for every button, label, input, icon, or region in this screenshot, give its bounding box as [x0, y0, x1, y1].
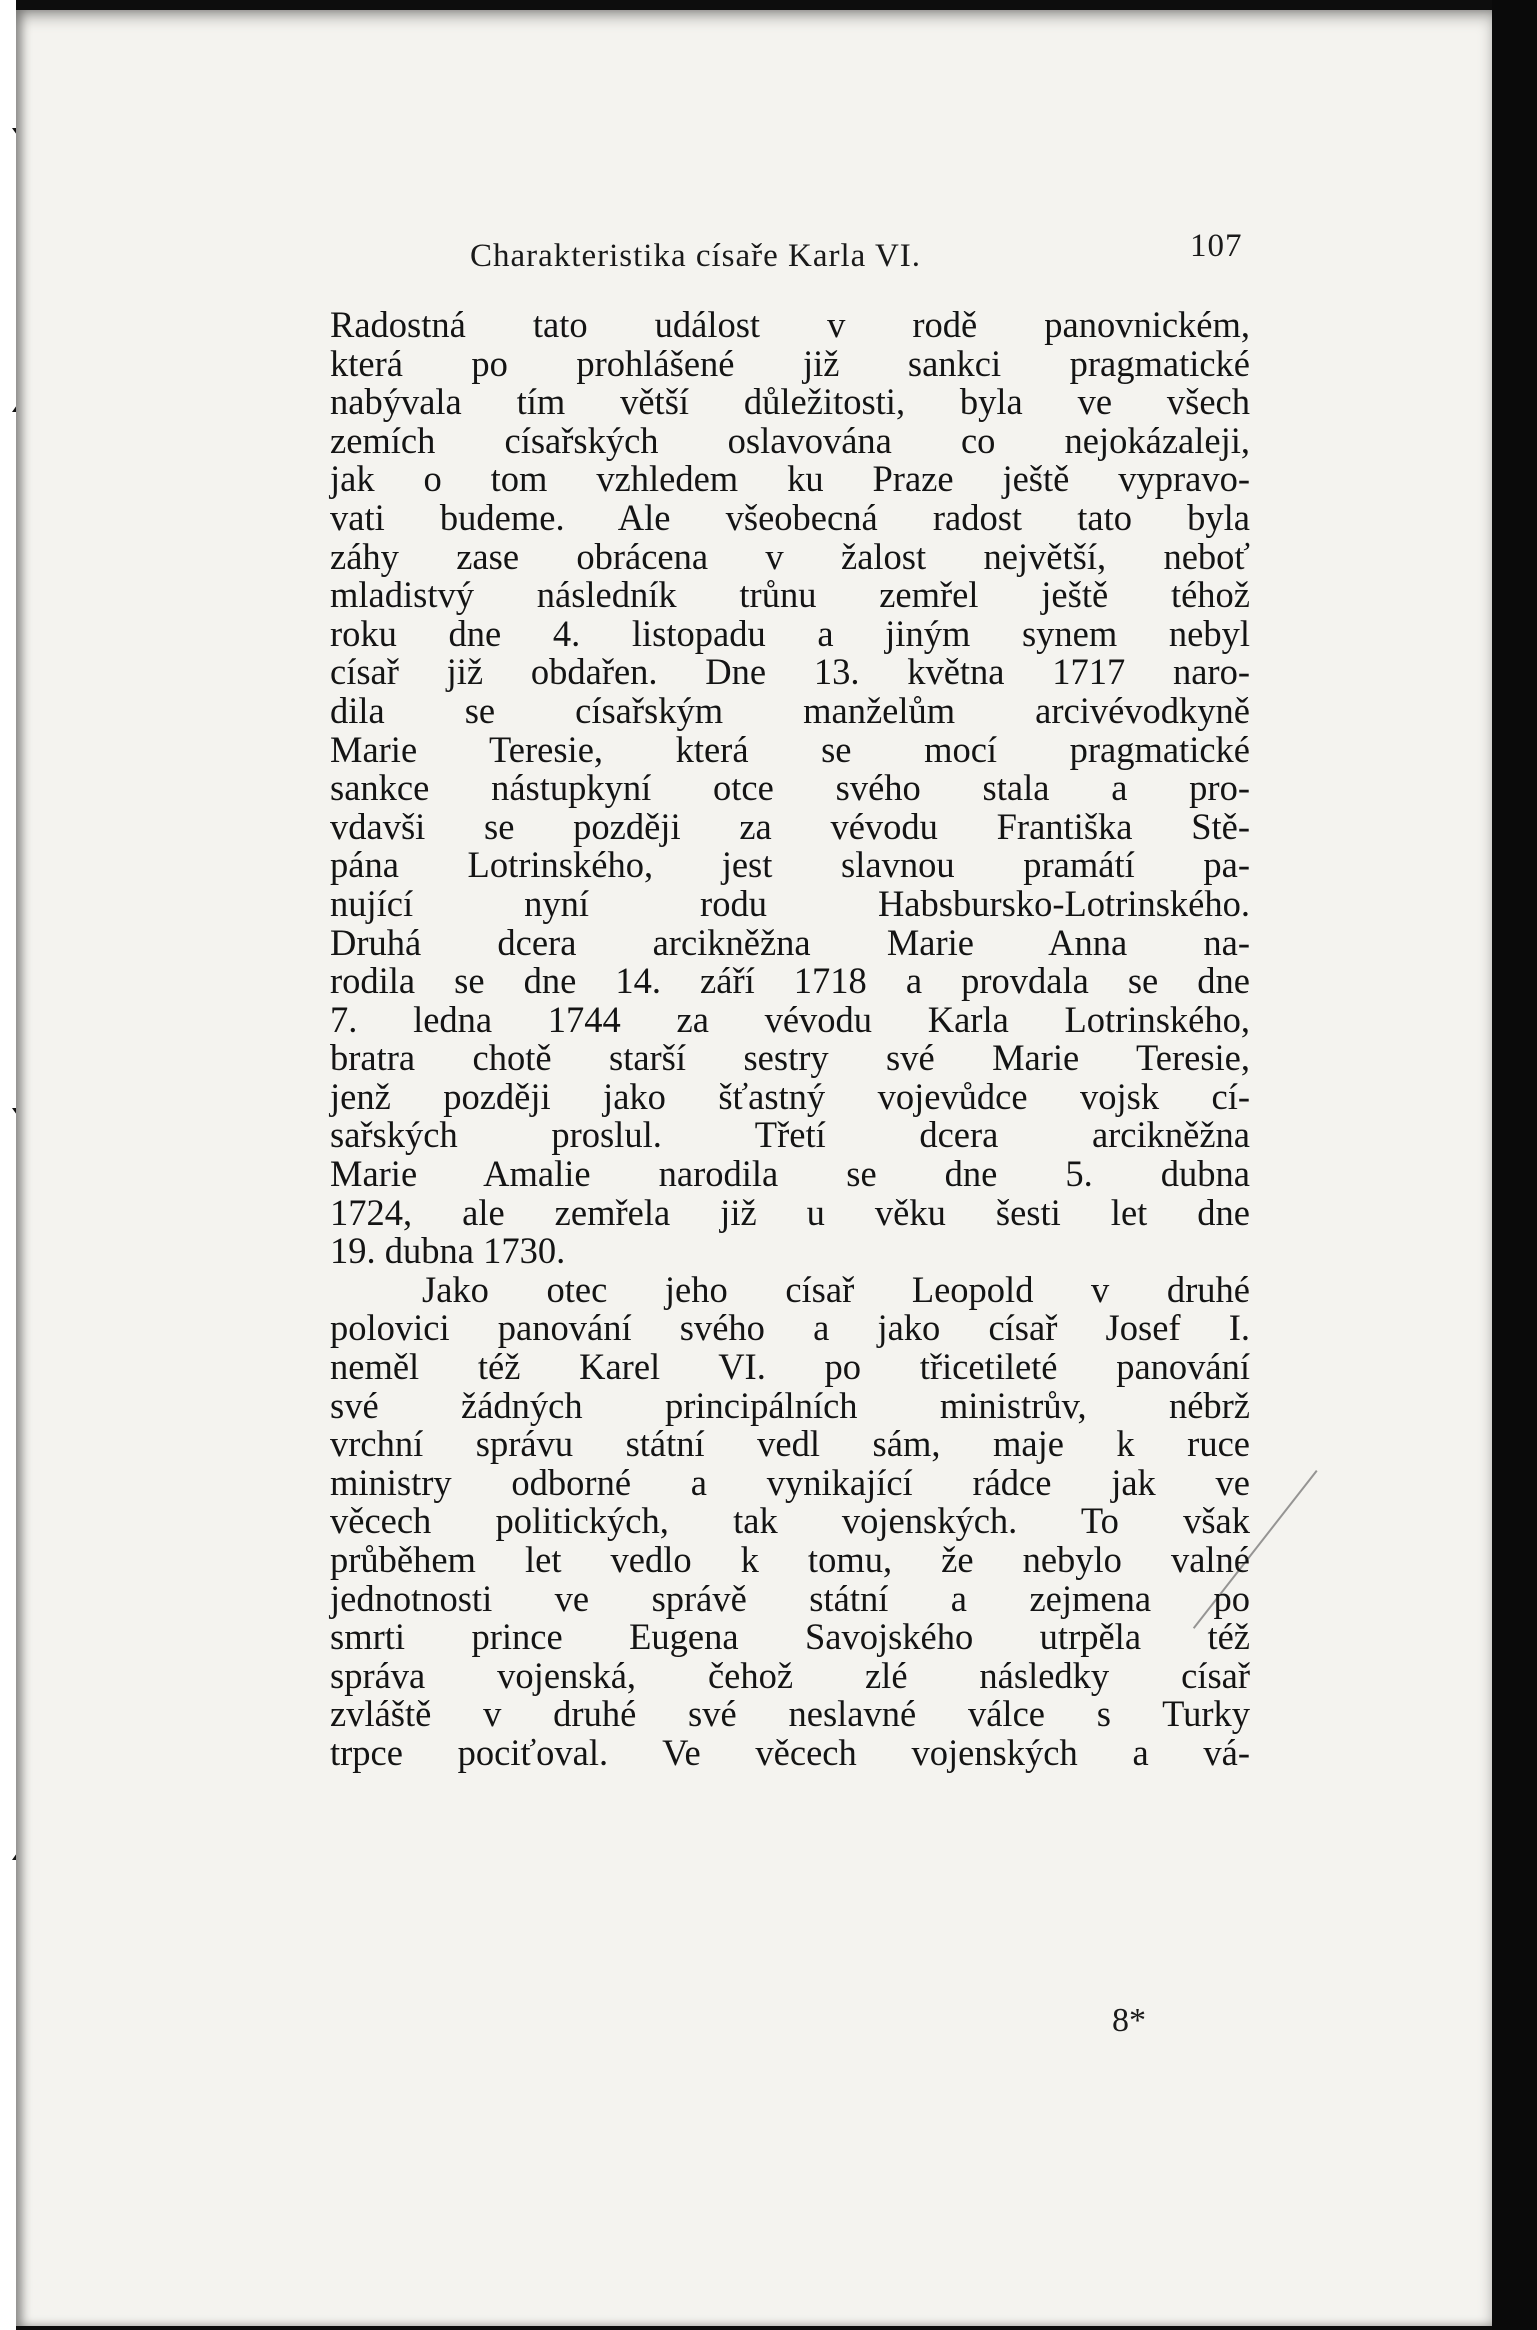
running-head-title: Charakteristika císaře Karla VI. [470, 238, 922, 274]
text-line: Druhá dcera arcikněžna Marie Anna na- [330, 921, 1250, 963]
text-line: nabývala tím větší důležitosti, byla ve všech [330, 381, 1250, 423]
text-line: ministry odborné a vynikající rádce jak ve [330, 1461, 1250, 1503]
text-line: Jako otec jeho císař Leopold v druhé [422, 1268, 1250, 1310]
text-line: průběhem let vedlo k tomu, že nebylo valné [330, 1539, 1250, 1580]
text-line: smrti prince Eugena Savojského utrpěla též [330, 1616, 1250, 1658]
text-line: bratra chotě starší sestry své Marie Teresie, [330, 1037, 1250, 1079]
page-edge-shadow [1492, 0, 1537, 2330]
text-line: mladistvý následník trůnu zemřel ještě téhož [330, 574, 1250, 616]
text-line: vati budeme. Ale všeobecná radost tato byla [330, 496, 1250, 538]
text-line: Marie Teresie, která se mocí pragmatické [330, 728, 1250, 770]
text-line: jak o tom vzhledem ku Praze ještě vypravo- [330, 458, 1250, 500]
text-line: 7. ledna 1744 za vévodu Karla Lotrinského, [330, 998, 1250, 1040]
text-line: sankce nástupkyní otce svého stala a pro- [330, 767, 1250, 809]
text-line: sařských proslul. Třetí dcera arcikněžna [330, 1114, 1250, 1156]
text-line: věcech politických, tak vojenských. To však [330, 1500, 1250, 1542]
text-line: jenž později jako šťastný vojevůdce vojsk cí- [330, 1075, 1250, 1117]
text-line: která po prohlášené již sankci pragmatické [330, 342, 1250, 384]
text-line: správa vojenská, čehož zlé následky císař [330, 1654, 1250, 1696]
text-line: vrchní správu státní vedl sám, maje k ruce [330, 1423, 1250, 1465]
text-line: císař již obdařen. Dne 13. května 1717 naro- [330, 651, 1250, 693]
text-line: Radostná tato událost v rodě panovnickém, [330, 304, 1250, 345]
text-line: jednotnosti ve správě státní a zejmena po [330, 1577, 1250, 1619]
text-line: pána Lotrinského, jest slavnou pramátí pa- [330, 844, 1250, 886]
text-line: zemích císařských oslavována co nejokázaleji, [330, 419, 1250, 461]
text-line: vdavši se později za vévodu Františka Stě- [330, 805, 1250, 847]
signature-mark: 8* [1112, 2002, 1146, 2039]
text-line: 1724, ale zemřela již u věku šesti let dne [330, 1191, 1250, 1233]
text-line: nující nyní rodu Habsbursko-Lotrinského. [330, 882, 1250, 924]
text-line: dila se císařským manželům arcivévodkyně [330, 689, 1250, 731]
text-line: neměl též Karel VI. po třicetileté panování [330, 1346, 1250, 1388]
body-text [330, 306, 1250, 1773]
text-line: 19. dubna 1730. [330, 1230, 566, 1272]
text-line: polovici panování svého a jako císař Josef I. [330, 1307, 1250, 1349]
text-line: rodila se dne 14. září 1718 a provdala se dne [330, 960, 1250, 1002]
text-line: záhy zase obrácena v žalost největší, neboť [330, 535, 1250, 577]
page-number: 107 [1190, 228, 1243, 264]
text-line: své žádných principálních ministrův, nébrž [330, 1384, 1250, 1426]
text-line: zvláště v druhé své neslavné válce s Turky [330, 1693, 1250, 1735]
text-line: roku dne 4. listopadu a jiným synem nebyl [330, 612, 1250, 654]
left-margin-strip [0, 0, 16, 2330]
text-line: trpce pociťoval. Ve věcech vojenských a vá- [330, 1731, 1250, 1773]
text-line: Marie Amalie narodila se dne 5. dubna [330, 1153, 1250, 1195]
